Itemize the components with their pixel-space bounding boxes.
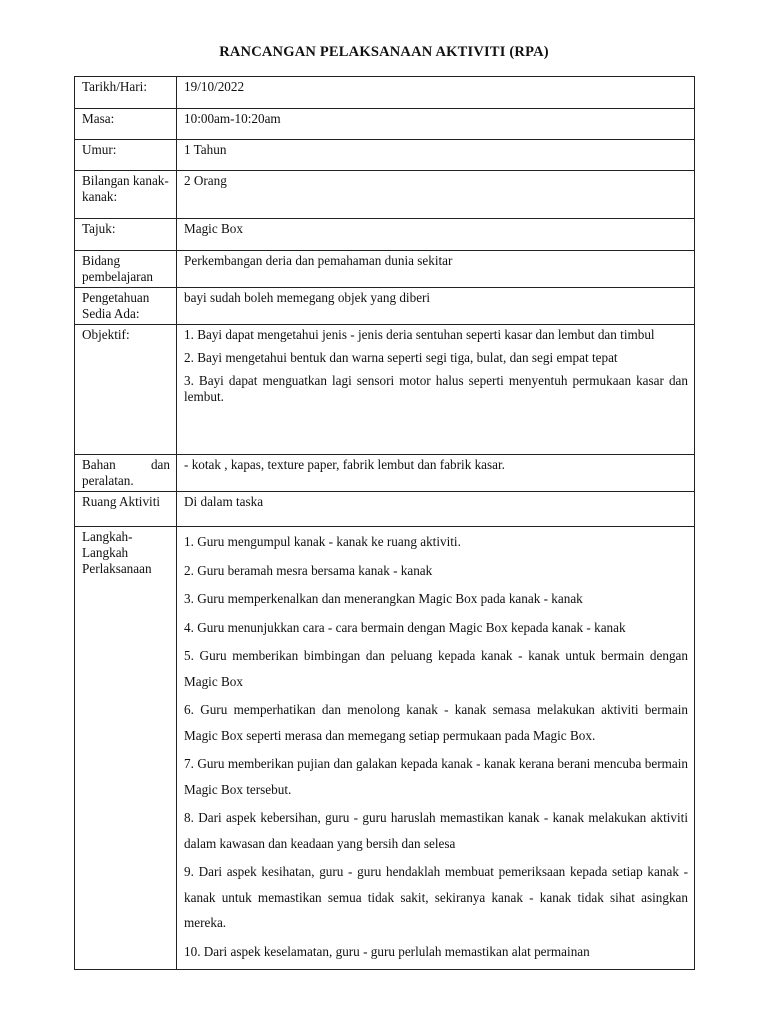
label-bahan <box>75 455 177 492</box>
langkah-item: 5. Guru memberikan bimbingan dan peluang kepada kanak - kanak untuk bermain dengan Magic Box <box>184 648 688 689</box>
value-bidang: Perkembangan deria dan pemahaman dunia sekitar <box>177 251 695 288</box>
label-tajuk: Tajuk: <box>75 219 177 251</box>
label-bahan-word3: peralatan. <box>82 473 134 488</box>
langkah-item: 2. Guru beramah mesra bersama kanak - kanak <box>184 562 433 578</box>
objektif-item: 1. Bayi dapat mengetahui jenis - jenis deria sentuhan seperti kasar dan lembut dan timbul <box>184 327 655 342</box>
value-objektif <box>177 325 695 455</box>
objektif-item: 3. Bayi dapat menguatkan lagi sensori motor halus seperti menyentuh permukaan kasar dan lembut. <box>184 373 688 404</box>
row-langkah <box>75 527 695 970</box>
row-tarikh <box>75 77 695 109</box>
value-masa: 10:00am-10:20am <box>177 109 695 140</box>
value-pengetahuan: bayi sudah boleh memegang objek yang diberi <box>177 288 695 325</box>
value-langkah <box>177 527 695 970</box>
label-umur: Umur: <box>75 140 177 171</box>
row-pengetahuan <box>75 288 695 325</box>
value-umur: 1 Tahun <box>177 140 695 171</box>
row-umur <box>75 140 695 171</box>
label-masa: Masa: <box>75 109 177 140</box>
label-bilangan: Bilangan kanak-kanak: <box>75 171 177 219</box>
label-bidang: Bidang pembelajaran <box>75 251 177 288</box>
row-masa <box>75 109 695 140</box>
label-langkah: Langkah-Langkah Perlaksanaan <box>75 527 177 970</box>
label-bahan-word2: dan <box>150 457 170 472</box>
langkah-item: 10. Dari aspek keselamatan, guru - guru perlulah memastikan alat permainan <box>184 943 590 959</box>
label-objektif: Objektif: <box>75 325 177 455</box>
langkah-item: 4. Guru menunjukkan cara - cara bermain dengan Magic Box kepada kanak - kanak <box>184 619 626 635</box>
objektif-item: 2. Bayi mengetahui bentuk dan warna seperti segi tiga, bulat, dan segi empat tepat <box>184 350 618 365</box>
label-bahan-word1: Bahan <box>82 457 116 472</box>
label-bahan-line <box>82 457 170 473</box>
langkah-item: 9. Dari aspek kesihatan, guru - guru hendaklah membuat pemeriksaan kepada setiap kanak - kanak untuk memastikan semua tidak sakit, sekiranya kanak - kanak tidak sihat asingkan mereka. <box>184 864 688 930</box>
label-ruang: Ruang Aktiviti <box>75 492 177 527</box>
langkah-item: 3. Guru memperkenalkan dan menerangkan Magic Box pada kanak - kanak <box>184 591 583 606</box>
row-ruang <box>75 492 695 527</box>
langkah-item: 6. Guru memperhatikan dan menolong kanak - kanak semasa melakukan aktiviti bermain Magic Box seperti merasa dan memegang setiap permukaan pada Magic Box. <box>184 702 688 743</box>
row-bidang <box>75 251 695 288</box>
value-bahan: - kotak , kapas, texture paper, fabrik lembut dan fabrik kasar. <box>177 455 695 492</box>
langkah-item: 7. Guru memberikan pujian dan galakan kepada kanak - kanak kerana berani mencuba bermain Magic Box tersebut. <box>184 756 688 797</box>
langkah-item: 8. Dari aspek kebersihan, guru - guru haruslah memastikan kanak - kanak melakukan aktiviti dalam kawasan dan keadaan yang bersih dan selesa <box>184 810 688 851</box>
row-bahan <box>75 455 695 492</box>
value-tajuk: Magic Box <box>177 219 695 251</box>
row-objektif <box>75 325 695 455</box>
value-bilangan: 2 Orang <box>177 171 695 219</box>
document-title: RANCANGAN PELAKSANAAN AKTIVITI (RPA) <box>219 44 549 60</box>
value-tarikh: 19/10/2022 <box>177 77 695 109</box>
row-bilangan <box>75 171 695 219</box>
row-tajuk <box>75 219 695 251</box>
value-ruang: Di dalam taska <box>177 492 695 527</box>
label-tarikh: Tarikh/Hari: <box>75 77 177 109</box>
label-pengetahuan: Pengetahuan Sedia Ada: <box>75 288 177 325</box>
rpa-table <box>74 76 695 970</box>
langkah-item: 1. Guru mengumpul kanak - kanak ke ruang aktiviti. <box>184 534 461 549</box>
